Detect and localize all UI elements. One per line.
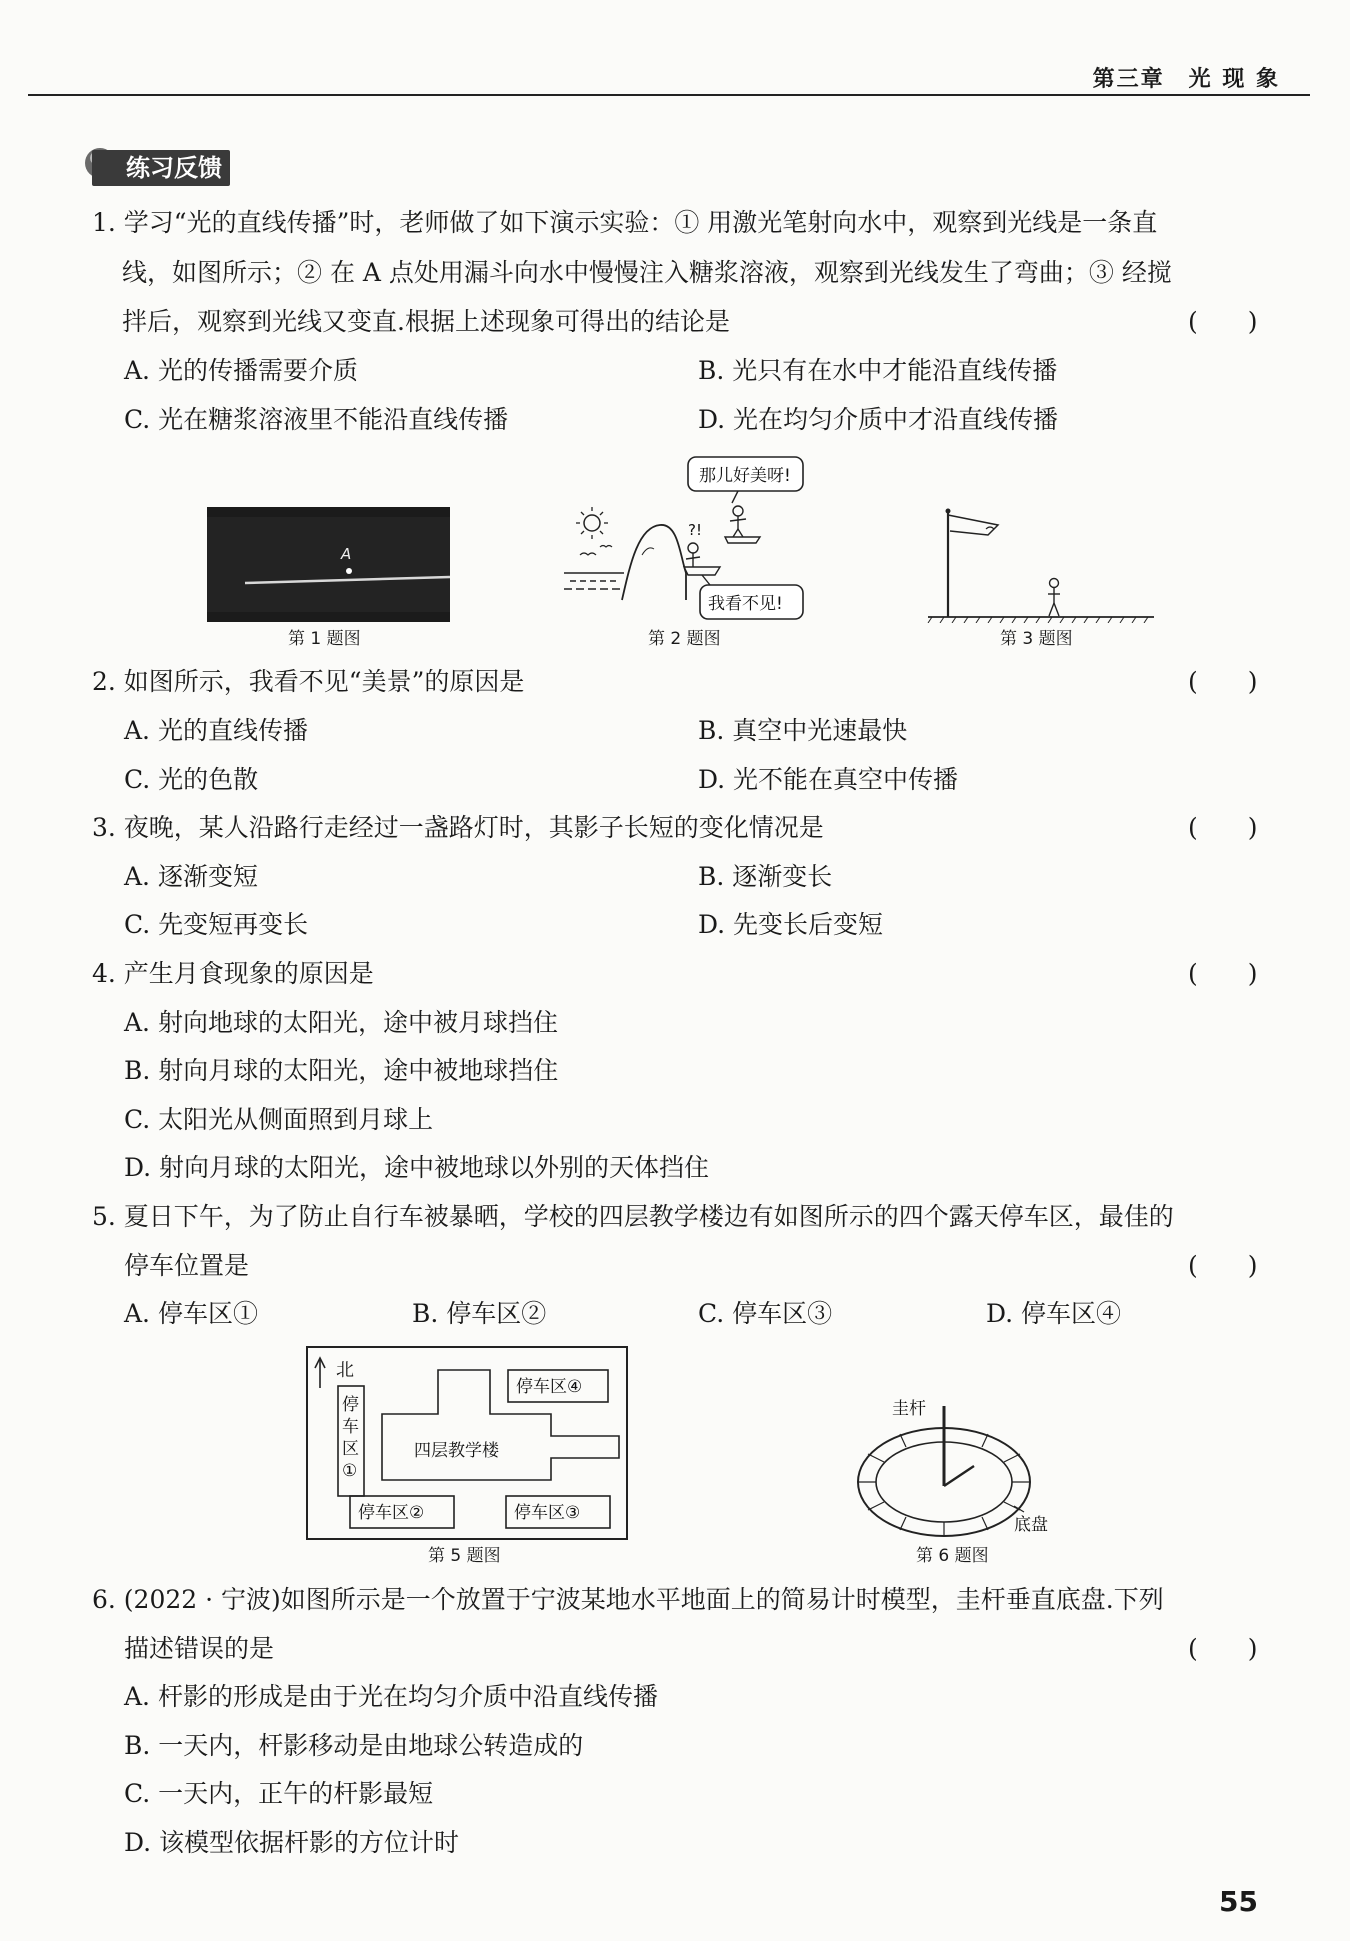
q6-line-1: 6. (2022 · 宁波)如图所示是一个放置于宁波某地水平地面上的简易计时模型，圭杆垂直底盘.下列 bbox=[92, 1585, 1164, 1614]
q6-answer-paren: ( ) bbox=[1188, 1634, 1258, 1663]
q6-option-b: B. 一天内，杆影移动是由地球公转造成的 bbox=[124, 1731, 584, 1760]
north-label: 北 bbox=[336, 1360, 354, 1381]
point-a bbox=[346, 568, 352, 574]
mountain bbox=[622, 525, 686, 600]
figure-5-caption: 第 5 题图 bbox=[428, 1546, 501, 1566]
q1-option-b: B. 光只有在水中才能沿直线传播 bbox=[698, 356, 1058, 385]
figure-3-flagpole bbox=[920, 505, 1160, 623]
q4-option-a: A. 射向地球的太阳光，途中被月球挡住 bbox=[124, 1008, 558, 1037]
q1-line-1: 1. 学习“光的直线传播”时，老师做了如下演示实验：① 用激光笔射向水中，观察到光线是一条直 bbox=[92, 208, 1158, 237]
q4-answer-paren: ( ) bbox=[1188, 959, 1258, 988]
svg-text:停车区②: 停车区② bbox=[358, 1503, 425, 1523]
q3-stem: 3. 夜晚，某人沿路行走经过一盏路灯时，其影子长短的变化情况是 bbox=[92, 813, 824, 842]
q6-option-d: D. 该模型依据杆影的方位计时 bbox=[124, 1828, 460, 1857]
sun-icon bbox=[584, 515, 600, 531]
chapter-header: 第三章 光 现 象 bbox=[1092, 67, 1280, 92]
q5-option-c: C. 停车区③ bbox=[698, 1299, 833, 1328]
base-label: 底盘 bbox=[1014, 1515, 1048, 1535]
figure-2-cartoon bbox=[560, 455, 820, 623]
q2-option-a: A. 光的直线传播 bbox=[124, 716, 308, 745]
q3-option-a: A. 逐渐变短 bbox=[124, 862, 258, 891]
q2-option-b: B. 真空中光速最快 bbox=[698, 716, 908, 745]
svg-text:车: 车 bbox=[342, 1417, 359, 1437]
fig2-question-mark: ?! bbox=[688, 521, 702, 539]
q1-option-d: D. 光在均匀介质中才沿直线传播 bbox=[698, 405, 1059, 434]
figure-6-sundial bbox=[848, 1394, 1080, 1544]
q5-option-d: D. 停车区④ bbox=[986, 1299, 1122, 1328]
q4-option-b: B. 射向月球的太阳光，途中被地球挡住 bbox=[124, 1056, 559, 1085]
figure-2-caption: 第 2 题图 bbox=[648, 629, 721, 649]
q4-stem: 4. 产生月食现象的原因是 bbox=[92, 959, 374, 988]
figure-1-laser-photo bbox=[207, 507, 450, 622]
header-rule bbox=[28, 94, 1310, 96]
q5-answer-paren: ( ) bbox=[1188, 1251, 1258, 1280]
q3-option-c: C. 先变短再变长 bbox=[124, 910, 309, 939]
q1-option-c: C. 光在糖浆溶液里不能沿直线传播 bbox=[124, 405, 509, 434]
q5-option-a: A. 停车区① bbox=[124, 1299, 258, 1328]
svg-text:停车区④: 停车区④ bbox=[516, 1377, 583, 1397]
q5-line-1: 5. 夏日下午，为了防止自行车被暴晒，学校的四层教学楼边有如图所示的四个露天停车区，最佳的 bbox=[92, 1202, 1174, 1231]
q6-option-c: C. 一天内，正午的杆影最短 bbox=[124, 1779, 434, 1808]
page-number: 55 bbox=[1219, 1885, 1258, 1918]
fig2-bubble-top: 那儿好美呀! bbox=[699, 466, 791, 486]
q1-answer-paren: ( ) bbox=[1188, 307, 1258, 336]
q6-line-2: 描述错误的是 bbox=[124, 1634, 275, 1663]
figure-6-caption: 第 6 题图 bbox=[916, 1546, 989, 1566]
rod-shadow bbox=[944, 1466, 974, 1486]
svg-text:停: 停 bbox=[342, 1395, 359, 1415]
q2-stem: 2. 如图所示，我看不见“美景”的原因是 bbox=[92, 667, 525, 696]
q3-option-b: B. 逐渐变长 bbox=[698, 862, 833, 891]
svg-text:区: 区 bbox=[342, 1439, 359, 1459]
q5-line-2: 停车位置是 bbox=[124, 1251, 250, 1280]
figure-1-caption: 第 1 题图 bbox=[288, 629, 361, 649]
figure-3-caption: 第 3 题图 bbox=[1000, 629, 1073, 649]
q1-option-a: A. 光的传播需要介质 bbox=[124, 356, 358, 385]
q1-line-3: 拌后，观察到光线又变直.根据上述现象可得出的结论是 bbox=[122, 307, 730, 336]
q3-option-d: D. 先变长后变短 bbox=[698, 910, 884, 939]
fig1-label-a: A bbox=[341, 545, 352, 563]
figure-5-campus-map bbox=[306, 1346, 630, 1542]
section-title: 练习反馈 bbox=[92, 150, 230, 186]
fig2-bubble-bottom: 我看不见! bbox=[708, 594, 783, 614]
q4-option-c: C. 太阳光从侧面照到月球上 bbox=[124, 1105, 434, 1134]
q3-answer-paren: ( ) bbox=[1188, 813, 1258, 842]
building-label: 四层教学楼 bbox=[414, 1441, 499, 1461]
q5-option-b: B. 停车区② bbox=[412, 1299, 547, 1328]
q2-answer-paren: ( ) bbox=[1188, 667, 1258, 696]
school-building bbox=[382, 1370, 619, 1480]
q1-line-2: 线，如图所示；② 在 A 点处用漏斗向水中慢慢注入糖浆溶液，观察到光线发生了弯曲；③ 经搅 bbox=[122, 258, 1172, 287]
q2-option-d: D. 光不能在真空中传播 bbox=[698, 765, 959, 794]
q4-option-d: D. 射向月球的太阳光，途中被地球以外别的天体挡住 bbox=[124, 1153, 710, 1182]
svg-text:停车区③: 停车区③ bbox=[514, 1503, 581, 1523]
svg-text:①: ① bbox=[342, 1461, 358, 1481]
gnomon-label: 圭杆 bbox=[892, 1399, 926, 1419]
q6-option-a: A. 杆影的形成是由于光在均匀介质中沿直线传播 bbox=[124, 1682, 658, 1711]
q2-option-c: C. 光的色散 bbox=[124, 765, 259, 794]
